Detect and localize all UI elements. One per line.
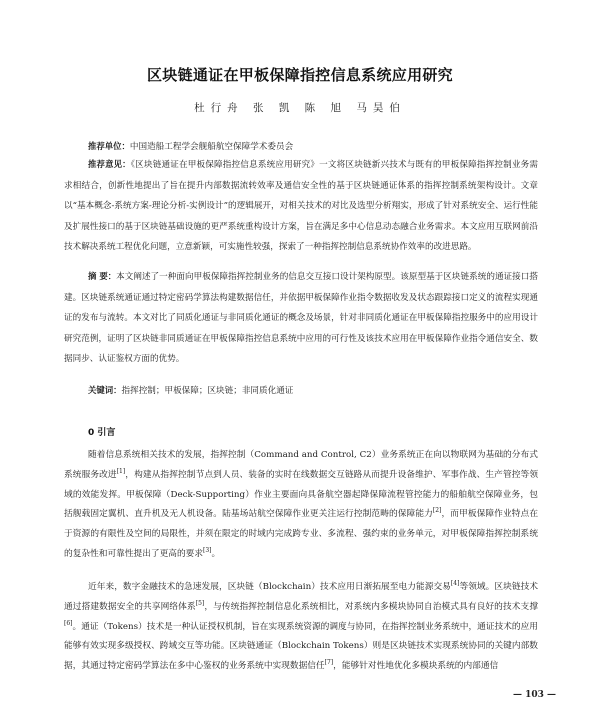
keywords-label: 关键词： <box>88 385 122 395</box>
abstract-text: 本文阐述了一种面向甲板保障指挥控制业务的信息交互接口设计架构原型。该原型基于区块链系统的通证接口搭建。区块链系统通证通过特定密码学算法构建数据信任，并依据甲板保障作业指令数据收发及状态跟踪接口定义的流程实现通证的发布与流转。本文对比了同质化通证与非同质化通证的概念及场景，针对非同质化通证在甲板保障指控服务中的应用设计研究范例，证明了区块链非同质通证在甲板保障指控信息系统中应用的可行性及该技术应用在甲板保障作业指令通信安全、数据同步、认证鉴权方面的优势。 <box>64 272 538 365</box>
intro-p1-text-b: ，构建从指挥控制节点到人员、装备的实时在线数据交互链路从而提升设备维护、军事作战、生产管控等领域的效能发挥。甲板保障（Deck-Supporting）作业主要面向具备航空器起降保障流程管控能力的船舶航空保障业务，包括舰载固定翼机、直升机及无人机设备。陆基场站航空保障作业更关注运行控制范畴的保障能力 <box>64 469 539 520</box>
abstract-label: 摘 要： <box>88 271 117 281</box>
recommending-unit-label: 推荐单位： <box>88 141 130 151</box>
intro-paragraph-1 <box>64 446 538 565</box>
citation-ref: [5] <box>195 599 205 607</box>
keywords-text: 指挥控制；甲板保障；区块链；非同质化通证 <box>121 386 294 396</box>
recommendation-paragraph <box>64 154 538 258</box>
citation-ref: [7] <box>324 659 334 667</box>
recommendation-text: 《区块链通证在甲板保障指控信息系统应用研究》一文将区块链新兴技术与既有的甲板保障指挥控制业务需求相结合，创新性地提出了旨在提升内部数据流转效率及通信安全性的基于区块链通证体系的指挥控制系统架构设计。文章以“基本概念-系统方案-理论分析-实例设计”的逻辑展开，对相关技术的对比及选型分析翔实，形成了针对系统安全、运行性能及扩展性接口的基于区块链基础设施的更严系统重构设计方案，旨在满足多中心信息动态融合业务需求。本文应用互联网前沿技术解决系统工程优化问题，立意新颖，可实施性较强，探索了一种指挥控制信息系统协作效率的改进思路。 <box>64 160 539 253</box>
intro-p2-text-e: ，能够针对性地优化多模块系统的内部通信 <box>333 661 499 672</box>
citation-ref: [1] <box>116 467 126 475</box>
recommending-unit-text: 中国造船工程学会舰船航空保障学术委员会 <box>129 142 294 152</box>
citation-ref: [6] <box>64 619 73 627</box>
section-heading-introduction: 0 引言 <box>88 428 116 438</box>
paper-title: 区块链通证在甲板保障指控信息系统应用研究 <box>146 66 453 84</box>
intro-p1-text-c: ，而甲板保障作业特点在于资源的有限性及空间的局限性，并须在限定的时域内完成跨专业、多流程、强约束的业务单元，对甲板保障指挥控制系统的复杂性和可靠性提出了更高的要求 <box>64 509 539 559</box>
author-list: 杜行舟 张 凯 陈 旭 马昊伯 <box>194 102 406 114</box>
citation-ref: [2] <box>432 507 442 515</box>
intro-p1-text-d: 。 <box>211 548 221 559</box>
intro-p2-text-d: 。通证（Tokens）技术是一种认证授权机制，旨在实现系统资源的调度与协同，在指挥控制业务系统中，通证技术的应用能够有效实现多级授权、跨域交互等功能。区块链通证（Blockchain Tokens）则是区块链技术实现系统协同的关键内部数据，其通过特定密码学算法在多中心鉴权的业务系统中实现数据信任 <box>64 621 538 672</box>
intro-p2-text-b: 等领域。区块链技术通过搭建数据安全的共享网络体系 <box>64 582 539 612</box>
page-number: — 103 — <box>512 690 556 700</box>
abstract-paragraph <box>64 266 538 370</box>
keywords-line <box>88 384 293 396</box>
intro-p2-text-c: ，与传统指挥控制信息化系统相比，对系统内多模块协同自治模式具有良好的技术支撑 <box>204 601 539 612</box>
intro-p2-text-a: 近年来，数字金融技术的急速发展，区块链（Blockchain）技术应用日渐拓展至电力能源交易 <box>88 582 451 592</box>
citation-ref: [4] <box>450 580 460 588</box>
intro-paragraph-2 <box>64 578 538 677</box>
intro-p1-text-a: 随着信息系统相关技术的发展，指挥控制（Command and Control, C2）业务系统正在向以物联网为基础的分布式系统服务改进 <box>64 450 538 480</box>
recommendation-label: 推荐意见： <box>88 159 131 169</box>
citation-ref: [3] <box>203 547 212 555</box>
